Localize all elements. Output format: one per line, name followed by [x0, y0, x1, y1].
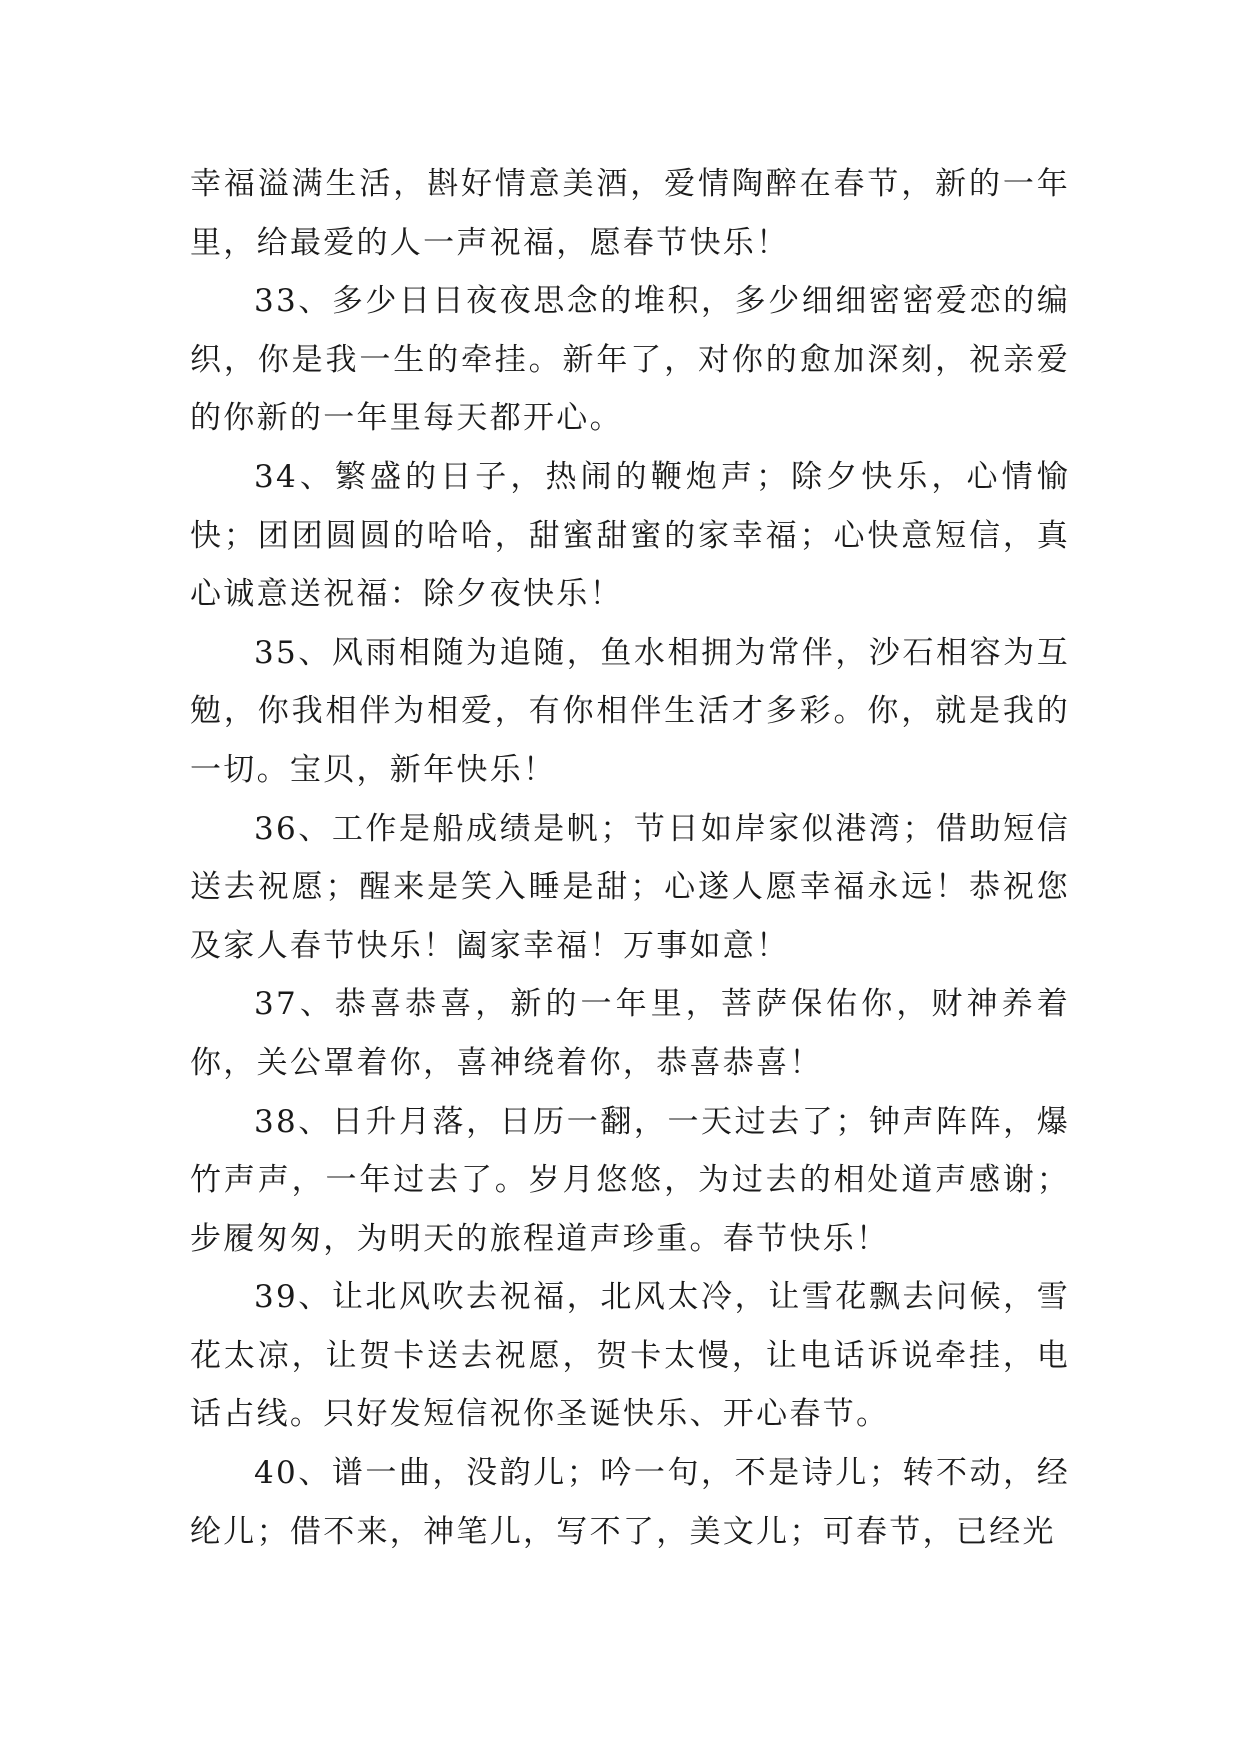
paragraph-continuation: 幸福溢满生活，斟好情意美酒，爱情陶醉在春节，新的一年里，给最爱的人一声祝福，愿春节快乐！: [190, 166, 1070, 261]
paragraph-36: 36、工作是船成绩是帆；节日如岸家似港湾；借助短信送去祝愿；醒来是笑入睡是甜；心遂人愿幸福永远！恭祝您及家人春节快乐！阖家幸福！万事如意！: [190, 810, 1070, 964]
paragraph-37: 37、恭喜恭喜，新的一年里，菩萨保佑你，财神养着你，关公罩着你，喜神绕着你，恭喜恭喜！: [190, 986, 1070, 1081]
paragraph-39: 39、让北风吹去祝福，北风太冷，让雪花飘去问候，雪花太凉，让贺卡送去祝愿，贺卡太慢，让电话诉说牵挂，电话占线。只好发短信祝你圣诞快乐、开心春节。: [190, 1279, 1070, 1433]
paragraph-33: 33、多少日日夜夜思念的堆积，多少细细密密爱恋的编织，你是我一生的牵挂。新年了，对你的愈加深刻，祝亲爱的你新的一年里每天都开心。: [190, 283, 1070, 437]
paragraph-35: 35、风雨相随为追随，鱼水相拥为常伴，沙石相容为互勉，你我相伴为相爱，有你相伴生活才多彩。你，就是我的一切。宝贝，新年快乐！: [190, 634, 1070, 788]
paragraph-38: 38、日升月落，日历一翻，一天过去了；钟声阵阵，爆竹声声，一年过去了。岁月悠悠，为过去的相处道声感谢；步履匆匆，为明天的旅程道声珍重。春节快乐！: [190, 1103, 1070, 1257]
paragraph-34: 34、繁盛的日子，热闹的鞭炮声；除夕快乐，心情愉快；团团圆圆的哈哈，甜蜜甜蜜的家幸福；心快意短信，真心诚意送祝福：除夕夜快乐！: [190, 458, 1070, 613]
document-body: [190, 155, 1070, 1561]
paragraph-40: 40、谱一曲，没韵儿；吟一句，不是诗儿；转不动，经纶儿；借不来，神笔儿，写不了，美文儿；可春节，已经光: [190, 1455, 1070, 1550]
